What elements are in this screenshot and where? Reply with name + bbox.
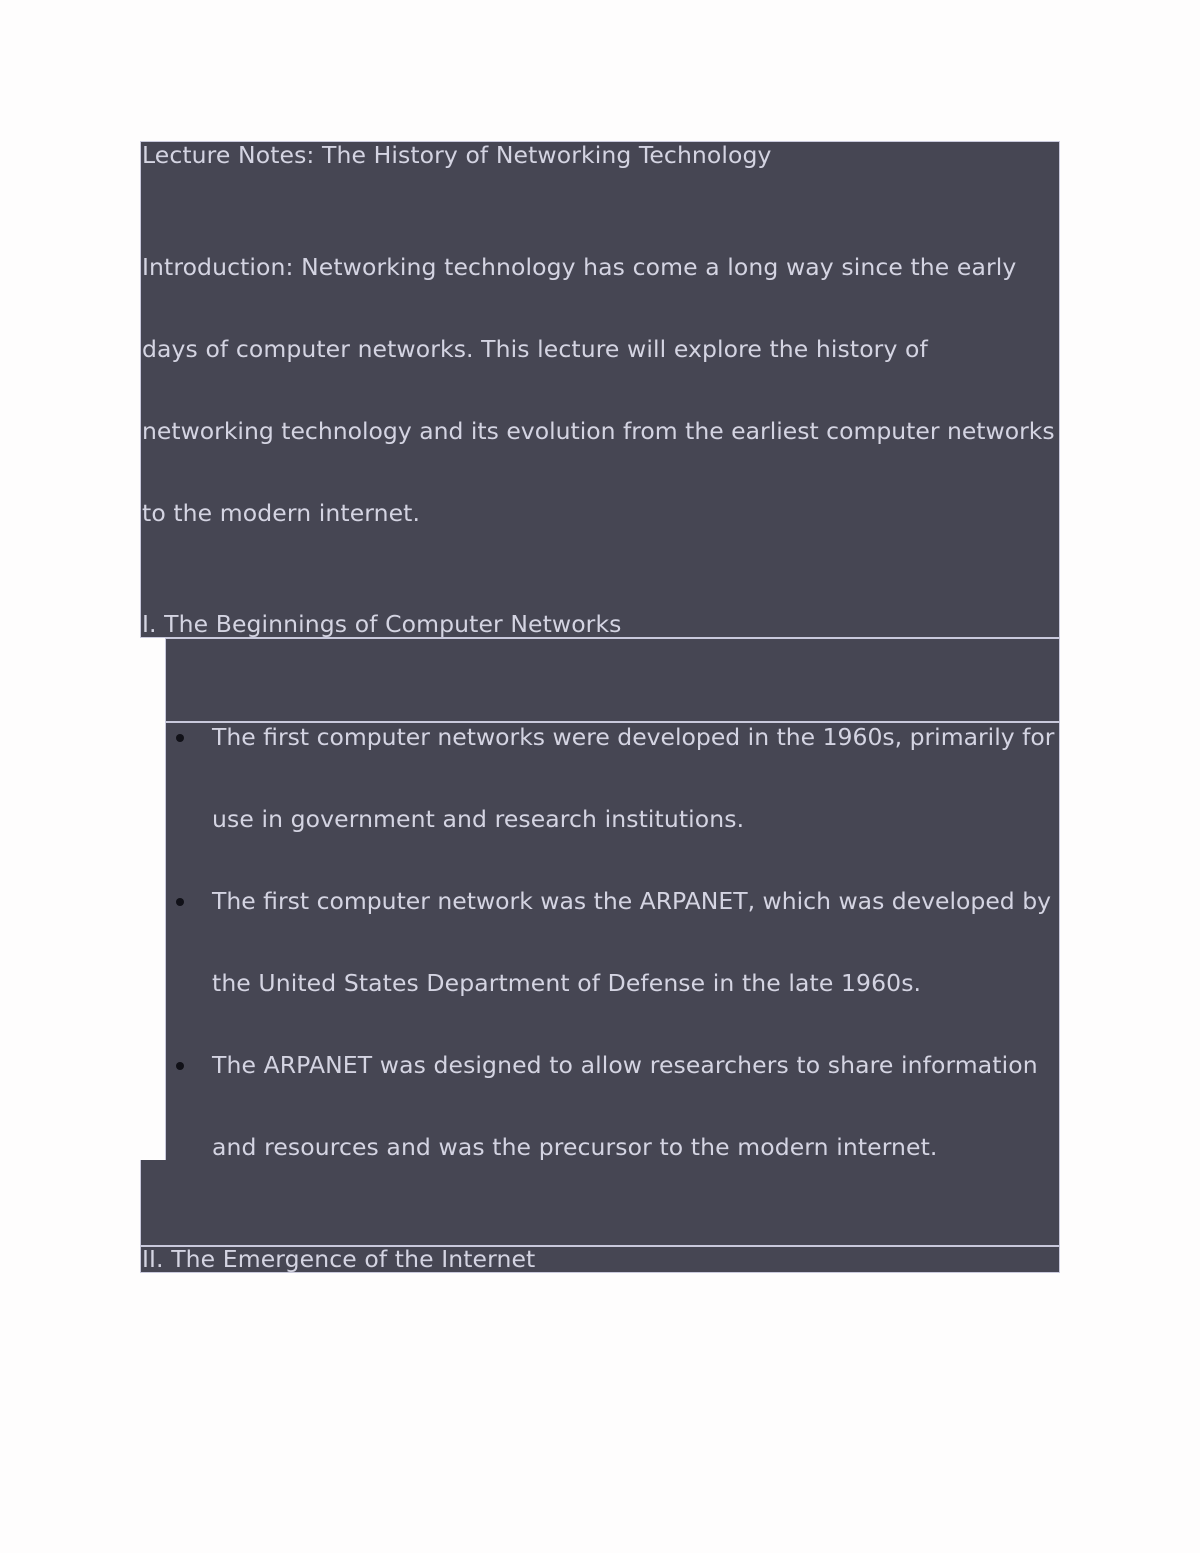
intro-block	[140, 141, 1060, 638]
bullet-line: The ARPANET was designed to allow researchers to share information	[212, 1051, 1038, 1079]
bullet-icon	[176, 734, 184, 742]
bullet-list-block	[165, 722, 1060, 1161]
bullet-line: use in government and research institutions.	[212, 805, 745, 833]
intro-line: Introduction: Networking technology has come a long way since the early	[142, 253, 1017, 281]
section1-heading: I. The Beginnings of Computer Networks	[142, 610, 622, 638]
spacer-block	[165, 638, 1060, 722]
spacer-block-2	[140, 1160, 1060, 1246]
bullet-line: the United States Department of Defense in the late 1960s.	[212, 969, 922, 997]
bullet-line: The first computer networks were developed in the 1960s, primarily for	[212, 723, 1055, 751]
bullet-icon	[176, 1062, 184, 1070]
bullet-line: and resources and was the precursor to the modern internet.	[212, 1133, 938, 1161]
intro-line: to the modern internet.	[142, 499, 421, 527]
page-title: Lecture Notes: The History of Networking Technology	[142, 141, 772, 169]
bullet-icon	[176, 898, 184, 906]
intro-line: networking technology and its evolution from the earliest computer networks	[142, 417, 1055, 445]
bullet-line: The first computer network was the ARPANET, which was developed by	[212, 887, 1052, 915]
intro-line: days of computer networks. This lecture will explore the history of	[142, 335, 928, 363]
section2-heading: II. The Emergence of the Internet	[142, 1245, 536, 1273]
